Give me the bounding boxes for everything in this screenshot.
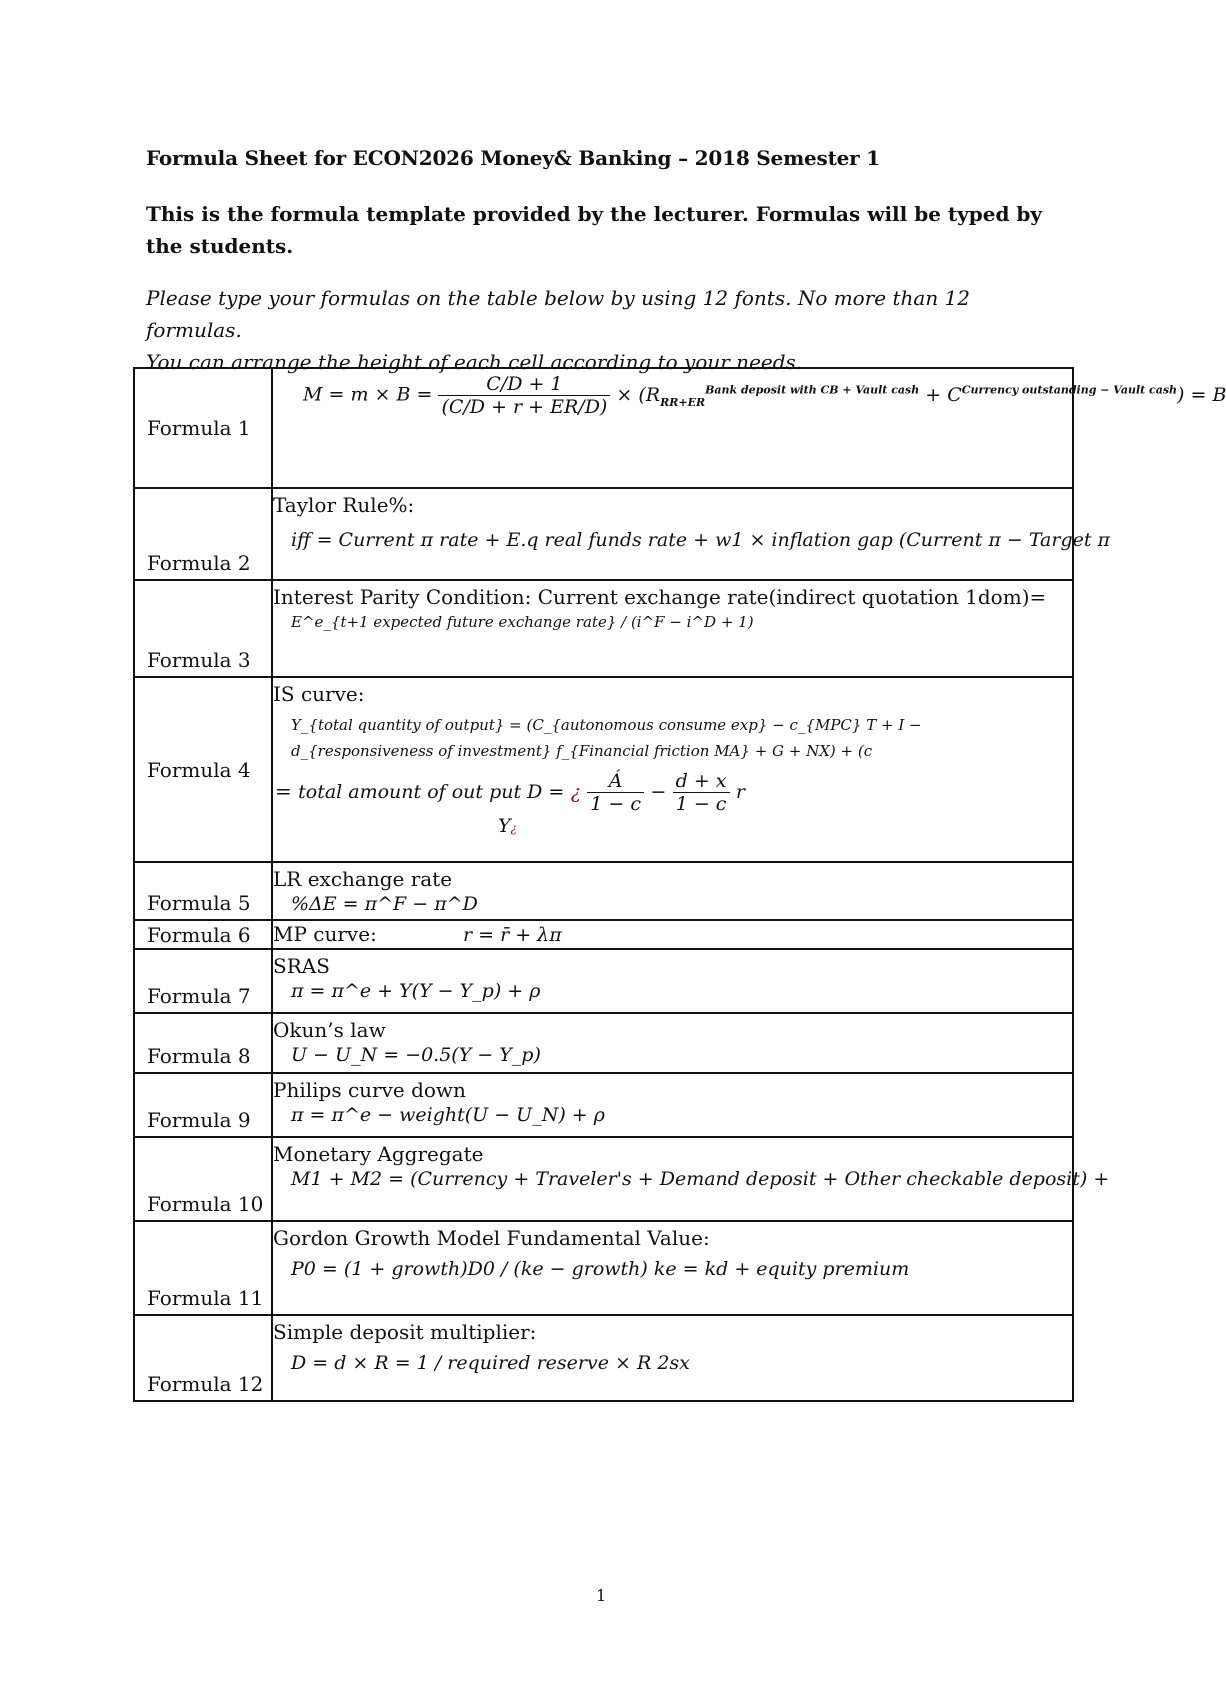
table-row [134, 1073, 1073, 1137]
row-label-cell [134, 862, 272, 920]
row-label: Formula 1 [147, 416, 251, 440]
table-row [134, 488, 1073, 580]
formula-description: Interest Parity Condition: Current exchange rate(indirect quotation 1dom)= [273, 585, 1047, 609]
formula-cell [272, 920, 1073, 949]
formula-cell [272, 677, 1073, 862]
formula-11-math: P0 = (1 + growth)D0 / (ke − growth) ke = kd + equity premium [291, 1258, 910, 1280]
row-label-cell [134, 580, 272, 677]
formula-5-math: %ΔE = π^F − π^D [291, 893, 478, 915]
page-title: Formula Sheet for ECON2026 Money& Banking – 2018 Semester 1 [146, 146, 880, 170]
row-label: Formula 4 [147, 757, 251, 782]
table-row [134, 1137, 1073, 1221]
row-label-cell [134, 1315, 272, 1401]
formula-4-line4 [498, 815, 1072, 837]
formula-cell [272, 1221, 1073, 1315]
formula-cell [272, 949, 1073, 1013]
formula-9-math: π = π^e − weight(U − U_N) + ρ [291, 1104, 605, 1126]
table-row [134, 368, 1073, 488]
intro-text: This is the formula template provided by the lecturer. Formulas will be typed by the students. [146, 202, 1042, 258]
formula-4-fraction-2 [673, 770, 730, 815]
row-label: Formula 6 [147, 923, 251, 947]
formula-1-math: M = m × B = $\frac{C/D + 1}{(C/D + r + ER/D)}$ × $(R_{RR+ER}^{Bank deposit with CB + Vault cash} + C^{Currency outstanding - Vault cash}) = B$ [303, 373, 1226, 418]
formula-cell [272, 488, 1111, 580]
formula-2-math: iff = Current π rate + E.q real funds rate + w1 × inflation gap (Current π − Target π [291, 529, 1111, 551]
row-label-cell [134, 1073, 272, 1137]
row-label: Formula 9 [147, 1108, 251, 1132]
formula-description: Okun’s law [273, 1018, 386, 1042]
formula-4-math: Y_{total quantity of output} = (C_{autonomous consume exp} − c_{MPC} T + I − d_{responsiveness of investment} f_{Financial friction MA} + G + NX) + (c [291, 716, 922, 760]
row-label: Formula 11 [147, 1286, 264, 1310]
table-row [134, 1013, 1073, 1073]
formula-4-line3 [275, 770, 1072, 815]
row-label: Formula 7 [147, 984, 251, 1008]
formula-4-text: total amount of out put D = [298, 781, 565, 803]
row-label-cell [134, 920, 272, 949]
formula-cell [272, 368, 1226, 488]
page-number: 1 [596, 1586, 607, 1605]
formula-3-math: E^e_{t+1 expected future exchange rate} / (i^F − i^D + 1) [291, 613, 754, 631]
formula-4-fraction-1 [587, 770, 644, 815]
row-label-cell [134, 1221, 272, 1315]
formula-10-math: M1 + M2 = (Currency + Traveler's + Demand deposit + Other checkable deposit) + [291, 1168, 1110, 1190]
red-glyph: ¿ [510, 821, 517, 835]
row-label-cell [134, 488, 272, 580]
fraction-numerator: d + x [673, 770, 730, 793]
formula-cell [272, 1137, 1110, 1221]
formula-cell [272, 1315, 1073, 1401]
minus-sign: − [650, 781, 667, 803]
table-row [134, 920, 1073, 949]
formula-cell [272, 862, 1073, 920]
formula-description: LR exchange rate [273, 867, 453, 891]
table-row [134, 862, 1073, 920]
formula-1-fraction: $\frac{C/D + 1}{(C/D + r + ER/D)}$ [438, 373, 610, 418]
row-label: Formula 2 [147, 551, 251, 575]
formula-description: Philips curve down [273, 1078, 466, 1102]
fraction-denominator: 1 − c [675, 793, 727, 815]
formula-description: Taylor Rule%: [273, 493, 415, 517]
row-label-cell [134, 368, 272, 488]
formula-7-math: π = π^e + Y(Y − Y_p) + ρ [291, 980, 541, 1002]
instruction-line-2: You can arrange the height of each cell according to your needs. [146, 350, 803, 374]
variable-r: r [735, 781, 745, 803]
table-row [134, 1315, 1073, 1401]
equals-sign: = [275, 779, 292, 803]
formula-6-math: r = r̄ + λπ [463, 924, 562, 946]
row-label: Formula 8 [147, 1044, 251, 1068]
row-label-cell [134, 949, 272, 1013]
instruction-line-1: Please type your formulas on the table below by using 12 fonts. No more than 12 formulas. [146, 286, 971, 342]
variable-y: Y [498, 815, 511, 837]
instruction-text [146, 282, 1066, 378]
formula-cell [272, 580, 1073, 677]
formula-description: Gordon Growth Model Fundamental Value: [273, 1226, 710, 1250]
table-row [134, 1221, 1073, 1315]
fraction-numerator: Á [587, 770, 644, 793]
table-row [134, 949, 1073, 1013]
formula-table [133, 367, 1226, 1402]
table-row [134, 677, 1073, 862]
row-label: Formula 12 [147, 1372, 264, 1396]
table-row [134, 580, 1073, 677]
formula-cell [272, 1013, 1073, 1073]
formula-description: SRAS [273, 954, 330, 978]
fraction-denominator: 1 − c [590, 793, 641, 815]
formula-8-math: U − U_N = −0.5(Y − Y_p) [291, 1044, 541, 1066]
formula-description: IS curve: [273, 682, 365, 706]
row-label: Formula 5 [147, 891, 251, 915]
row-label-cell [134, 1013, 272, 1073]
row-label-cell [134, 677, 272, 862]
row-label: Formula 3 [147, 648, 251, 672]
formula-description: MP curve: [273, 922, 377, 946]
red-glyph: ¿ [570, 781, 581, 803]
formula-description: Monetary Aggregate [273, 1142, 484, 1166]
row-label: Formula 10 [147, 1192, 264, 1216]
formula-12-math: D = d × R = 1 / required reserve × R 2sx [291, 1352, 690, 1374]
formula-cell [272, 1073, 1073, 1137]
formula-description: Simple deposit multiplier: [273, 1320, 537, 1344]
row-label-cell [134, 1137, 272, 1221]
